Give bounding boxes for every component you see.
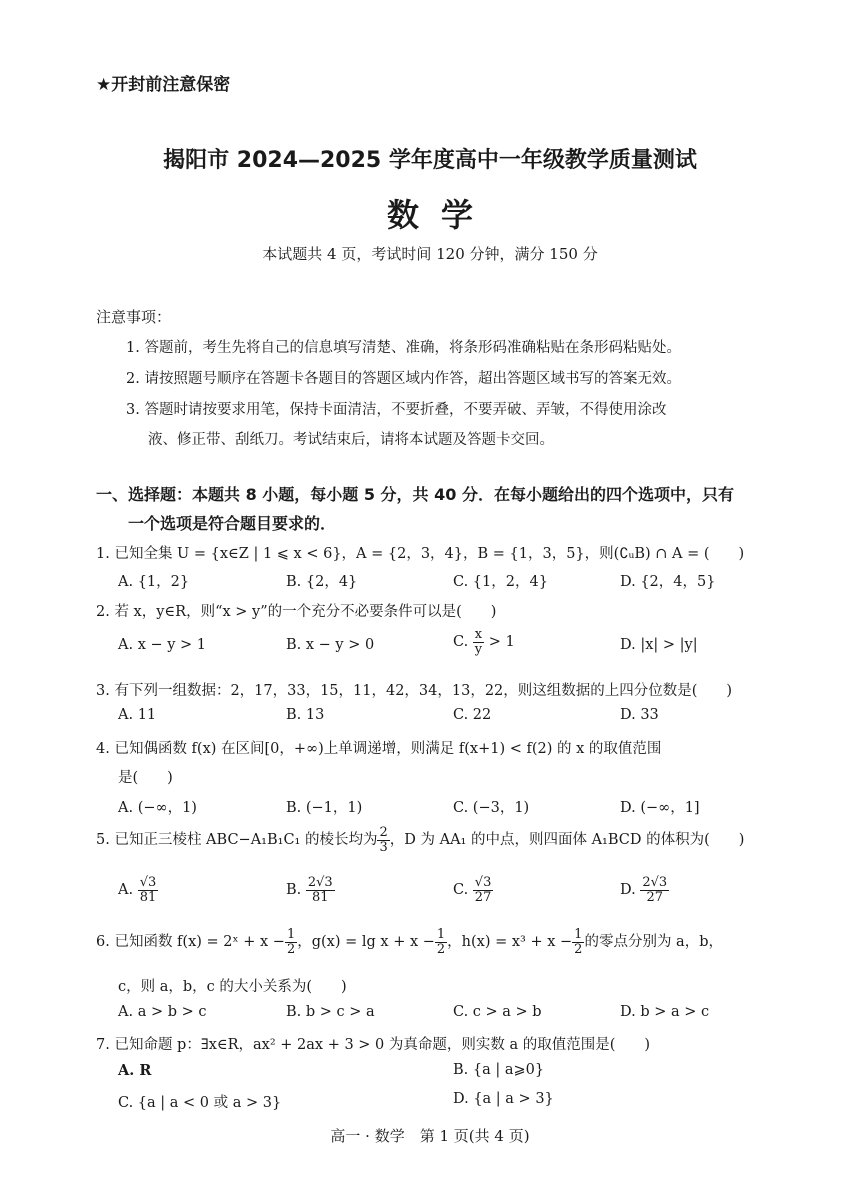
q4-option-b: B. (−1，1) — [286, 800, 363, 816]
q3-option-a: A. 11 — [118, 707, 157, 723]
question-1-stem: 1. 已知全集 U = {x∈Z | 1 ⩽ x < 6}，A = {2，3，4}，B = {1，3，5}，则(∁ᵤB) ∩ A = ( ) — [96, 546, 745, 562]
q1-option-d: D. {2，4，5} — [620, 574, 716, 590]
question-4-stem-cont: 是( ) — [118, 770, 173, 786]
q2-option-b: B. x − y > 0 — [286, 637, 375, 653]
q4-option-a: A. (−∞，1) — [118, 800, 197, 816]
q6-option-a: A. a > b > c — [118, 1004, 207, 1020]
q6-option-b: B. b > c > a — [286, 1004, 375, 1020]
question-4-stem: 4. 已知偶函数 f(x) 在区间[0，+∞)上单调递增，则满足 f(x+1) < f(2) 的 x 的取值范围 — [96, 741, 662, 757]
question-6-stem: 6. 已知函数 f(x) = 2ˣ + x − $\frac{1}{2}$ ，g(x) = lg x + x − $\frac{1}{2}$ ，h(x) = x³ + x − $\frac{1}{2}$ 的零点分别为 a，b， — [96, 927, 723, 957]
notice-item-2: 2. 请按照题号顺序在答题卡各题目的答题区域内作答，超出答题区域书写的答案无效。 — [126, 371, 681, 387]
q4-option-c: C. (−3，1) — [453, 800, 530, 816]
q3-option-b: B. 13 — [286, 707, 325, 723]
notice-item-3-cont: 液、修正带、刮纸刀。考试结束后，请将本试题及答题卡交回。 — [148, 432, 554, 448]
q5-option-a: A. $\frac{√3}{81}$ — [118, 875, 157, 905]
notice-item-1: 1. 答题前，考生先将自己的信息填写清楚、准确，将条形码准确粘贴在条形码粘贴处。 — [126, 340, 681, 356]
q5-option-d: D. $\frac{2√3}{27}$ — [620, 875, 668, 905]
q2-option-d: D. |x| > |y| — [620, 637, 698, 653]
exam-info: 本试题共 4 页，考试时间 120 分钟，满分 150 分 — [262, 245, 598, 263]
question-3-stem: 3. 有下列一组数据：2，17，33，15，11，42，34，13，22，则这组数据的上四分位数是( ) — [96, 683, 733, 699]
q5-option-c: C. $\frac{√3}{27}$ — [453, 875, 492, 905]
page-footer: 高一 · 数学 第 1 页(共 4 页) — [330, 1127, 530, 1145]
q2-option-c: C. $\frac{x}{y}$ > 1 — [453, 627, 515, 657]
q1-option-a: A. {1，2} — [118, 574, 190, 590]
q6-option-d: D. b > a > c — [620, 1004, 710, 1020]
q7-option-c: C. {a | a < 0 或 a > 3} — [118, 1095, 282, 1111]
q6-option-c: C. c > a > b — [453, 1004, 542, 1020]
q3-option-d: D. 33 — [620, 707, 659, 723]
q4-option-d: D. (−∞，1] — [620, 800, 700, 816]
q7-option-b: B. {a | a⩾0} — [453, 1062, 545, 1078]
exam-title: 揭阳市 2024—2025 学年度高中一年级教学质量测试 — [163, 148, 697, 173]
subject-title: 数学 — [386, 196, 495, 234]
question-5-stem: 5. 已知正三棱柱 ABC−A₁B₁C₁ 的棱长均为 $\frac{2}{3}$ ，D 为 AA₁ 的中点，则四面体 A₁BCD 的体积为( ) — [96, 825, 745, 855]
question-7-stem: 7. 已知命题 p：∃x∈R，ax² + 2ax + 3 > 0 为真命题，则实数 a 的取值范围是( ) — [96, 1037, 651, 1053]
q7-option-a: A. R — [118, 1062, 152, 1079]
notice-title: 注意事项： — [96, 308, 172, 326]
question-2-stem: 2. 若 x，y∈R，则“x > y”的一个充分不必要条件可以是( ) — [96, 604, 497, 620]
q1-option-b: B. {2，4} — [286, 574, 358, 590]
notice-item-3: 3. 答题时请按要求用笔，保持卡面清洁，不要折叠，不要弄破、弄皱，不得使用涂改 — [126, 402, 667, 418]
q3-option-c: C. 22 — [453, 707, 492, 723]
q7-option-d: D. {a | a > 3} — [453, 1091, 554, 1107]
section-heading-cont: 一个选项是符合题目要求的． — [128, 514, 337, 533]
q2-option-a: A. x − y > 1 — [118, 637, 207, 653]
q5-option-b: B. $\frac{2√3}{81}$ — [286, 875, 333, 905]
section-heading: 一、选择题：本题共 8 小题，每小题 5 分，共 40 分．在每小题给出的四个选项中，只有 — [96, 485, 734, 504]
confidential-label: ★开封前注意保密 — [96, 75, 231, 95]
question-6-stem-cont: c，则 a，b，c 的大小关系为( ) — [118, 979, 347, 995]
q1-option-c: C. {1，2，4} — [453, 574, 548, 590]
